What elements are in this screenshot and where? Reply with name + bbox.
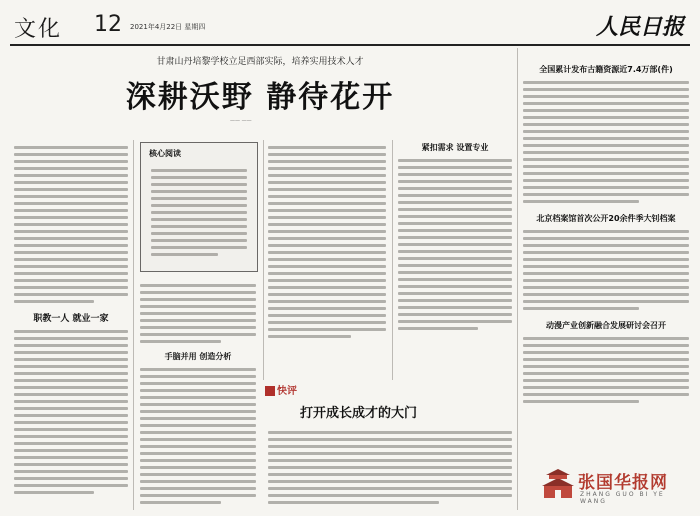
column-divider — [263, 140, 264, 380]
center-column — [268, 140, 386, 338]
left-subhead: 职教一人 就业一家 — [33, 314, 109, 324]
commentary-label — [265, 382, 297, 397]
page-header — [10, 10, 690, 44]
right-item-headline: 动漫产业创新融合发展研讨会召开 — [546, 321, 666, 330]
right-item-headline: 全国累计发布古籍资源近7.4万部(件) — [539, 65, 673, 74]
dateline: 2021年4月22日 星期四 — [130, 23, 206, 31]
core-reading-box — [140, 142, 258, 272]
column-divider — [517, 48, 518, 510]
page-number: 12 — [94, 12, 122, 37]
commentary-label-text: 快评 — [277, 386, 297, 397]
gate-tower-icon — [540, 468, 576, 500]
center-left-subhead: 手脑并用 创造分析 — [164, 352, 232, 361]
center-right-column — [398, 140, 512, 330]
column-divider — [392, 140, 393, 380]
box-title: 核心阅读 — [149, 149, 181, 158]
center-right-subhead: 紧扣需求 设置专业 — [421, 143, 489, 152]
section-title: 文化 — [14, 17, 63, 42]
commentary-headline: 打开成长成才的大门 — [300, 406, 418, 421]
commentary-marker-icon — [265, 386, 275, 396]
watermark-cn: 张国华报网 — [578, 473, 668, 493]
masthead-logo: 人民日报 — [595, 14, 684, 40]
byline: —— —— — [230, 118, 252, 124]
lead-headline: 深耕沃野 静待花开 — [125, 80, 395, 115]
right-item-headline: 北京档案馆首次公开20余件季大钊档案 — [536, 214, 676, 223]
watermark — [540, 464, 695, 504]
center-left-column — [140, 278, 256, 504]
commentary-body — [268, 425, 512, 504]
lead-kicker: 甘肃山丹培黎学校立足西部实际，培养实用技术人才 — [156, 57, 364, 67]
watermark-en: ZHANG GUO BI YE WANG — [580, 491, 665, 505]
left-column — [14, 140, 128, 494]
header-rule — [10, 44, 690, 46]
right-column — [523, 64, 689, 403]
column-divider — [133, 140, 134, 510]
